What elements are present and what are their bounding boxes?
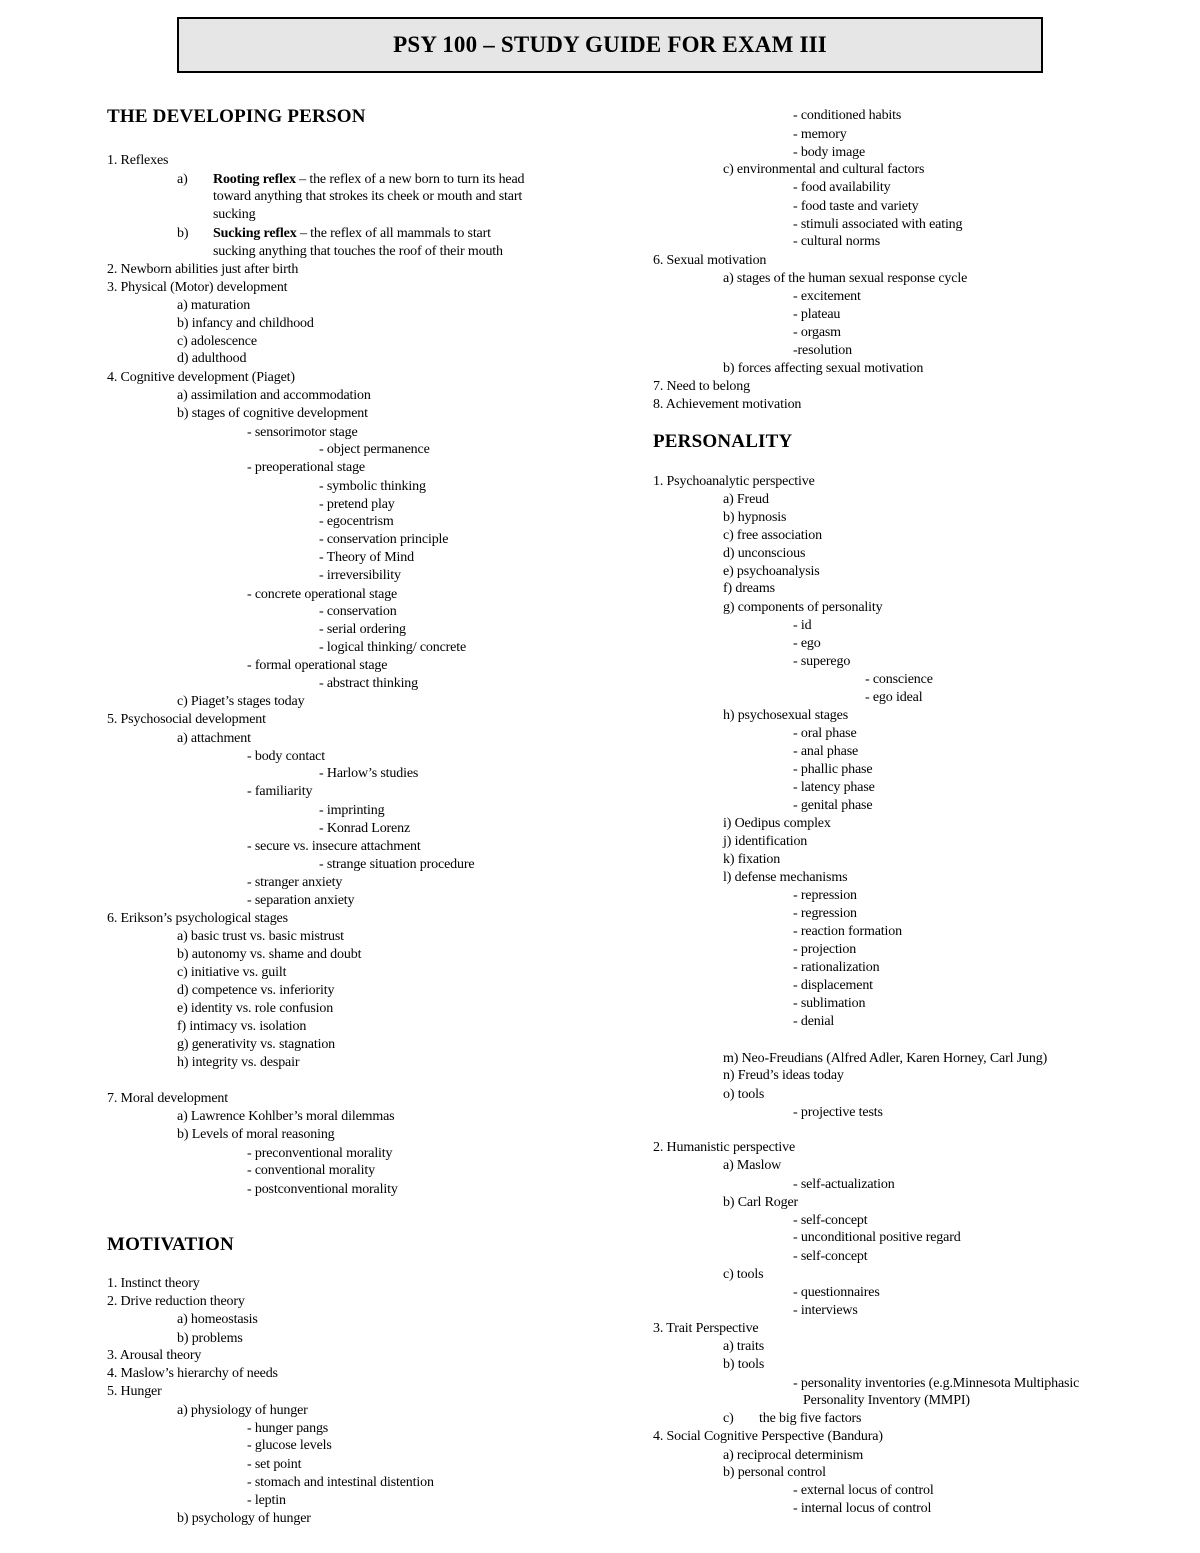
outline-item: - cultural norms — [793, 234, 881, 249]
outline-item: the big five factors — [759, 1411, 862, 1426]
outline-item: m) Neo-Freudians (Alfred Adler, Karen Horney, Carl Jung) — [723, 1051, 1048, 1066]
outline-item: 6. Sexual motivation — [653, 253, 767, 268]
outline-item: e) identity vs. role confusion — [177, 1001, 334, 1016]
outline-item: 4. Maslow’s hierarchy of needs — [107, 1366, 278, 1381]
outline-item: - excitement — [793, 289, 861, 304]
outline-item: - hunger pangs — [247, 1421, 329, 1436]
outline-marker: b) — [177, 226, 189, 241]
outline-item: c) initiative vs. guilt — [177, 965, 287, 980]
outline-item: - stimuli associated with eating — [793, 217, 963, 232]
outline-item: a) homeostasis — [177, 1312, 258, 1327]
outline-item: - id — [793, 618, 812, 633]
term-definition: – the reflex of a new born to turn its head — [295, 172, 525, 187]
term-definition: – the reflex of all mammals to start — [296, 226, 491, 241]
outline-item: - phallic phase — [793, 762, 873, 777]
outline-item: a) Maslow — [723, 1158, 782, 1173]
outline-item: g) generativity vs. stagnation — [177, 1037, 336, 1052]
outline-item: a) assimilation and accommodation — [177, 388, 371, 403]
outline-item: - reaction formation — [793, 924, 902, 939]
outline-item: - separation anxiety — [247, 893, 355, 908]
outline-item: - oral phase — [793, 726, 857, 741]
outline-item: - set point — [247, 1457, 302, 1472]
outline-item — [213, 225, 491, 243]
outline-item: - displacement — [793, 978, 873, 993]
outline-item: - glucose levels — [247, 1438, 332, 1453]
outline-item: g) components of personality — [723, 600, 883, 615]
outline-item: - leptin — [247, 1493, 286, 1508]
outline-item: - body image — [793, 145, 866, 160]
outline-item: - interviews — [793, 1303, 858, 1318]
outline-item: a) Lawrence Kohlber’s moral dilemmas — [177, 1109, 395, 1124]
outline-item: - questionnaires — [793, 1285, 880, 1300]
outline-item: - imprinting — [319, 803, 385, 818]
section-heading-motivation: MOTIVATION — [107, 1234, 234, 1255]
outline-item: a) traits — [723, 1339, 765, 1354]
outline-item: - unconditional positive regard — [793, 1230, 961, 1245]
page-title: PSY 100 – STUDY GUIDE FOR EXAM III — [393, 32, 827, 57]
outline-item: -resolution — [793, 343, 853, 358]
outline-item: Personality Inventory (MMPI) — [803, 1393, 970, 1408]
outline-item: d) competence vs. inferiority — [177, 983, 335, 998]
outline-item: 8. Achievement motivation — [653, 397, 802, 412]
outline-item: i) Oedipus complex — [723, 816, 831, 831]
outline-item: 1. Reflexes — [107, 153, 169, 168]
outline-item: - object permanence — [319, 442, 430, 457]
outline-item: - familiarity — [247, 784, 313, 799]
outline-item: e) psychoanalysis — [723, 564, 820, 579]
outline-item: - serial ordering — [319, 622, 406, 637]
section-heading-developing-person: THE DEVELOPING PERSON — [107, 106, 366, 127]
outline-item: - anal phase — [793, 744, 859, 759]
outline-item: - Harlow’s studies — [319, 766, 419, 781]
outline-item: - stomach and intestinal distention — [247, 1475, 434, 1490]
outline-item: 4. Cognitive development (Piaget) — [107, 370, 295, 385]
outline-item: b) personal control — [723, 1465, 826, 1480]
outline-item: - body contact — [247, 749, 325, 764]
outline-item: b) Levels of moral reasoning — [177, 1127, 335, 1142]
outline-item: c) environmental and cultural factors — [723, 162, 925, 177]
outline-item: 2. Newborn abilities just after birth — [107, 262, 299, 277]
outline-item: - sublimation — [793, 996, 866, 1011]
outline-item: - Konrad Lorenz — [319, 821, 411, 836]
outline-item — [213, 171, 524, 189]
outline-item: b) hypnosis — [723, 510, 787, 525]
outline-item: n) Freud’s ideas today — [723, 1068, 844, 1083]
outline-item: - self-actualization — [793, 1177, 895, 1192]
outline-item: b) autonomy vs. shame and doubt — [177, 947, 362, 962]
outline-item: - denial — [793, 1014, 835, 1029]
outline-item: 1. Instinct theory — [107, 1276, 200, 1291]
outline-item: b) problems — [177, 1331, 243, 1346]
outline-item: - postconventional morality — [247, 1182, 398, 1197]
outline-item: - secure vs. insecure attachment — [247, 839, 421, 854]
outline-item: 3. Arousal theory — [107, 1348, 202, 1363]
outline-item: - ego ideal — [865, 690, 923, 705]
outline-item: a) attachment — [177, 731, 251, 746]
outline-item: - concrete operational stage — [247, 587, 398, 602]
outline-item: - symbolic thinking — [319, 479, 426, 494]
outline-item: c) free association — [723, 528, 822, 543]
outline-item: sucking anything that touches the roof of their mouth — [213, 244, 503, 259]
outline-item: 6. Erikson’s psychological stages — [107, 911, 288, 926]
outline-item: a) basic trust vs. basic mistrust — [177, 929, 344, 944]
outline-item: - sensorimotor stage — [247, 425, 358, 440]
outline-item: 7. Moral development — [107, 1091, 229, 1106]
outline-item: b) forces affecting sexual motivation — [723, 361, 924, 376]
outline-marker: a) — [177, 172, 188, 187]
outline-item: 3. Trait Perspective — [653, 1321, 759, 1336]
outline-item: - abstract thinking — [319, 676, 419, 691]
outline-item: - strange situation procedure — [319, 857, 475, 872]
outline-item: - pretend play — [319, 497, 395, 512]
outline-item: - internal locus of control — [793, 1501, 932, 1516]
outline-item: b) tools — [723, 1357, 765, 1372]
outline-item: a) maturation — [177, 298, 251, 313]
outline-item: o) tools — [723, 1087, 765, 1102]
outline-item: - irreversibility — [319, 568, 401, 583]
outline-item: - conscience — [865, 672, 933, 687]
outline-item: - food availability — [793, 180, 891, 195]
outline-item: b) psychology of hunger — [177, 1511, 311, 1526]
outline-item: 5. Hunger — [107, 1384, 162, 1399]
outline-item: - projective tests — [793, 1105, 883, 1120]
outline-item: - conservation — [319, 604, 397, 619]
outline-item: - self-concept — [793, 1213, 868, 1228]
outline-item: - conservation principle — [319, 532, 449, 547]
outline-item: - self-concept — [793, 1249, 868, 1264]
section-heading-personality: PERSONALITY — [653, 431, 793, 452]
outline-item: d) adulthood — [177, 351, 247, 366]
outline-marker: c) — [723, 1411, 734, 1426]
outline-item: - egocentrism — [319, 514, 394, 529]
outline-item: a) stages of the human sexual response cycle — [723, 271, 968, 286]
outline-item: - preconventional morality — [247, 1146, 393, 1161]
outline-item: 4. Social Cognitive Perspective (Bandura) — [653, 1429, 883, 1444]
outline-item: 7. Need to belong — [653, 379, 750, 394]
outline-item: l) defense mechanisms — [723, 870, 848, 885]
outline-item: d) unconscious — [723, 546, 806, 561]
outline-item: b) infancy and childhood — [177, 316, 314, 331]
outline-item: - superego — [793, 654, 851, 669]
outline-item: toward anything that strokes its cheek or mouth and start — [213, 189, 523, 204]
outline-item: - personality inventories (e.g.Minnesota Multiphasic — [793, 1376, 1080, 1391]
outline-item: c) Piaget’s stages today — [177, 694, 305, 709]
outline-item: h) psychosexual stages — [723, 708, 849, 723]
outline-item: 2. Drive reduction theory — [107, 1294, 245, 1309]
term-sucking-reflex: Sucking reflex — [213, 226, 297, 241]
outline-item: - memory — [793, 127, 847, 142]
outline-item: - external locus of control — [793, 1483, 934, 1498]
outline-item: - orgasm — [793, 325, 841, 340]
outline-item: - regression — [793, 906, 857, 921]
outline-item: - ego — [793, 636, 821, 651]
outline-item: - formal operational stage — [247, 658, 388, 673]
outline-item: j) identification — [723, 834, 808, 849]
outline-item: c) tools — [723, 1267, 764, 1282]
outline-item: 1. Psychoanalytic perspective — [653, 474, 815, 489]
outline-item: h) integrity vs. despair — [177, 1055, 300, 1070]
outline-item: - repression — [793, 888, 857, 903]
outline-item: - latency phase — [793, 780, 875, 795]
outline-item: b) Carl Roger — [723, 1195, 799, 1210]
outline-item: - plateau — [793, 307, 841, 322]
outline-item: - projection — [793, 942, 857, 957]
title-box — [177, 17, 1043, 73]
term-rooting-reflex: Rooting reflex — [213, 172, 296, 187]
outline-item: 2. Humanistic perspective — [653, 1140, 796, 1155]
outline-item: sucking — [213, 207, 256, 222]
outline-item: - stranger anxiety — [247, 875, 343, 890]
outline-item: - rationalization — [793, 960, 880, 975]
outline-item: - food taste and variety — [793, 199, 919, 214]
outline-item: - logical thinking/ concrete — [319, 640, 467, 655]
outline-item: b) stages of cognitive development — [177, 406, 368, 421]
outline-item: - conventional morality — [247, 1163, 375, 1178]
outline-item: f) dreams — [723, 581, 775, 596]
outline-item: - preoperational stage — [247, 460, 365, 475]
outline-item: - genital phase — [793, 798, 873, 813]
outline-item: a) Freud — [723, 492, 769, 507]
outline-item: k) fixation — [723, 852, 781, 867]
outline-item: c) adolescence — [177, 334, 257, 349]
outline-item: a) physiology of hunger — [177, 1403, 308, 1418]
outline-item: 5. Psychosocial development — [107, 712, 266, 727]
outline-item: a) reciprocal determinism — [723, 1448, 864, 1463]
outline-item: - Theory of Mind — [319, 550, 414, 565]
outline-item: f) intimacy vs. isolation — [177, 1019, 307, 1034]
outline-item: - conditioned habits — [793, 108, 902, 123]
outline-item: 3. Physical (Motor) development — [107, 280, 288, 295]
